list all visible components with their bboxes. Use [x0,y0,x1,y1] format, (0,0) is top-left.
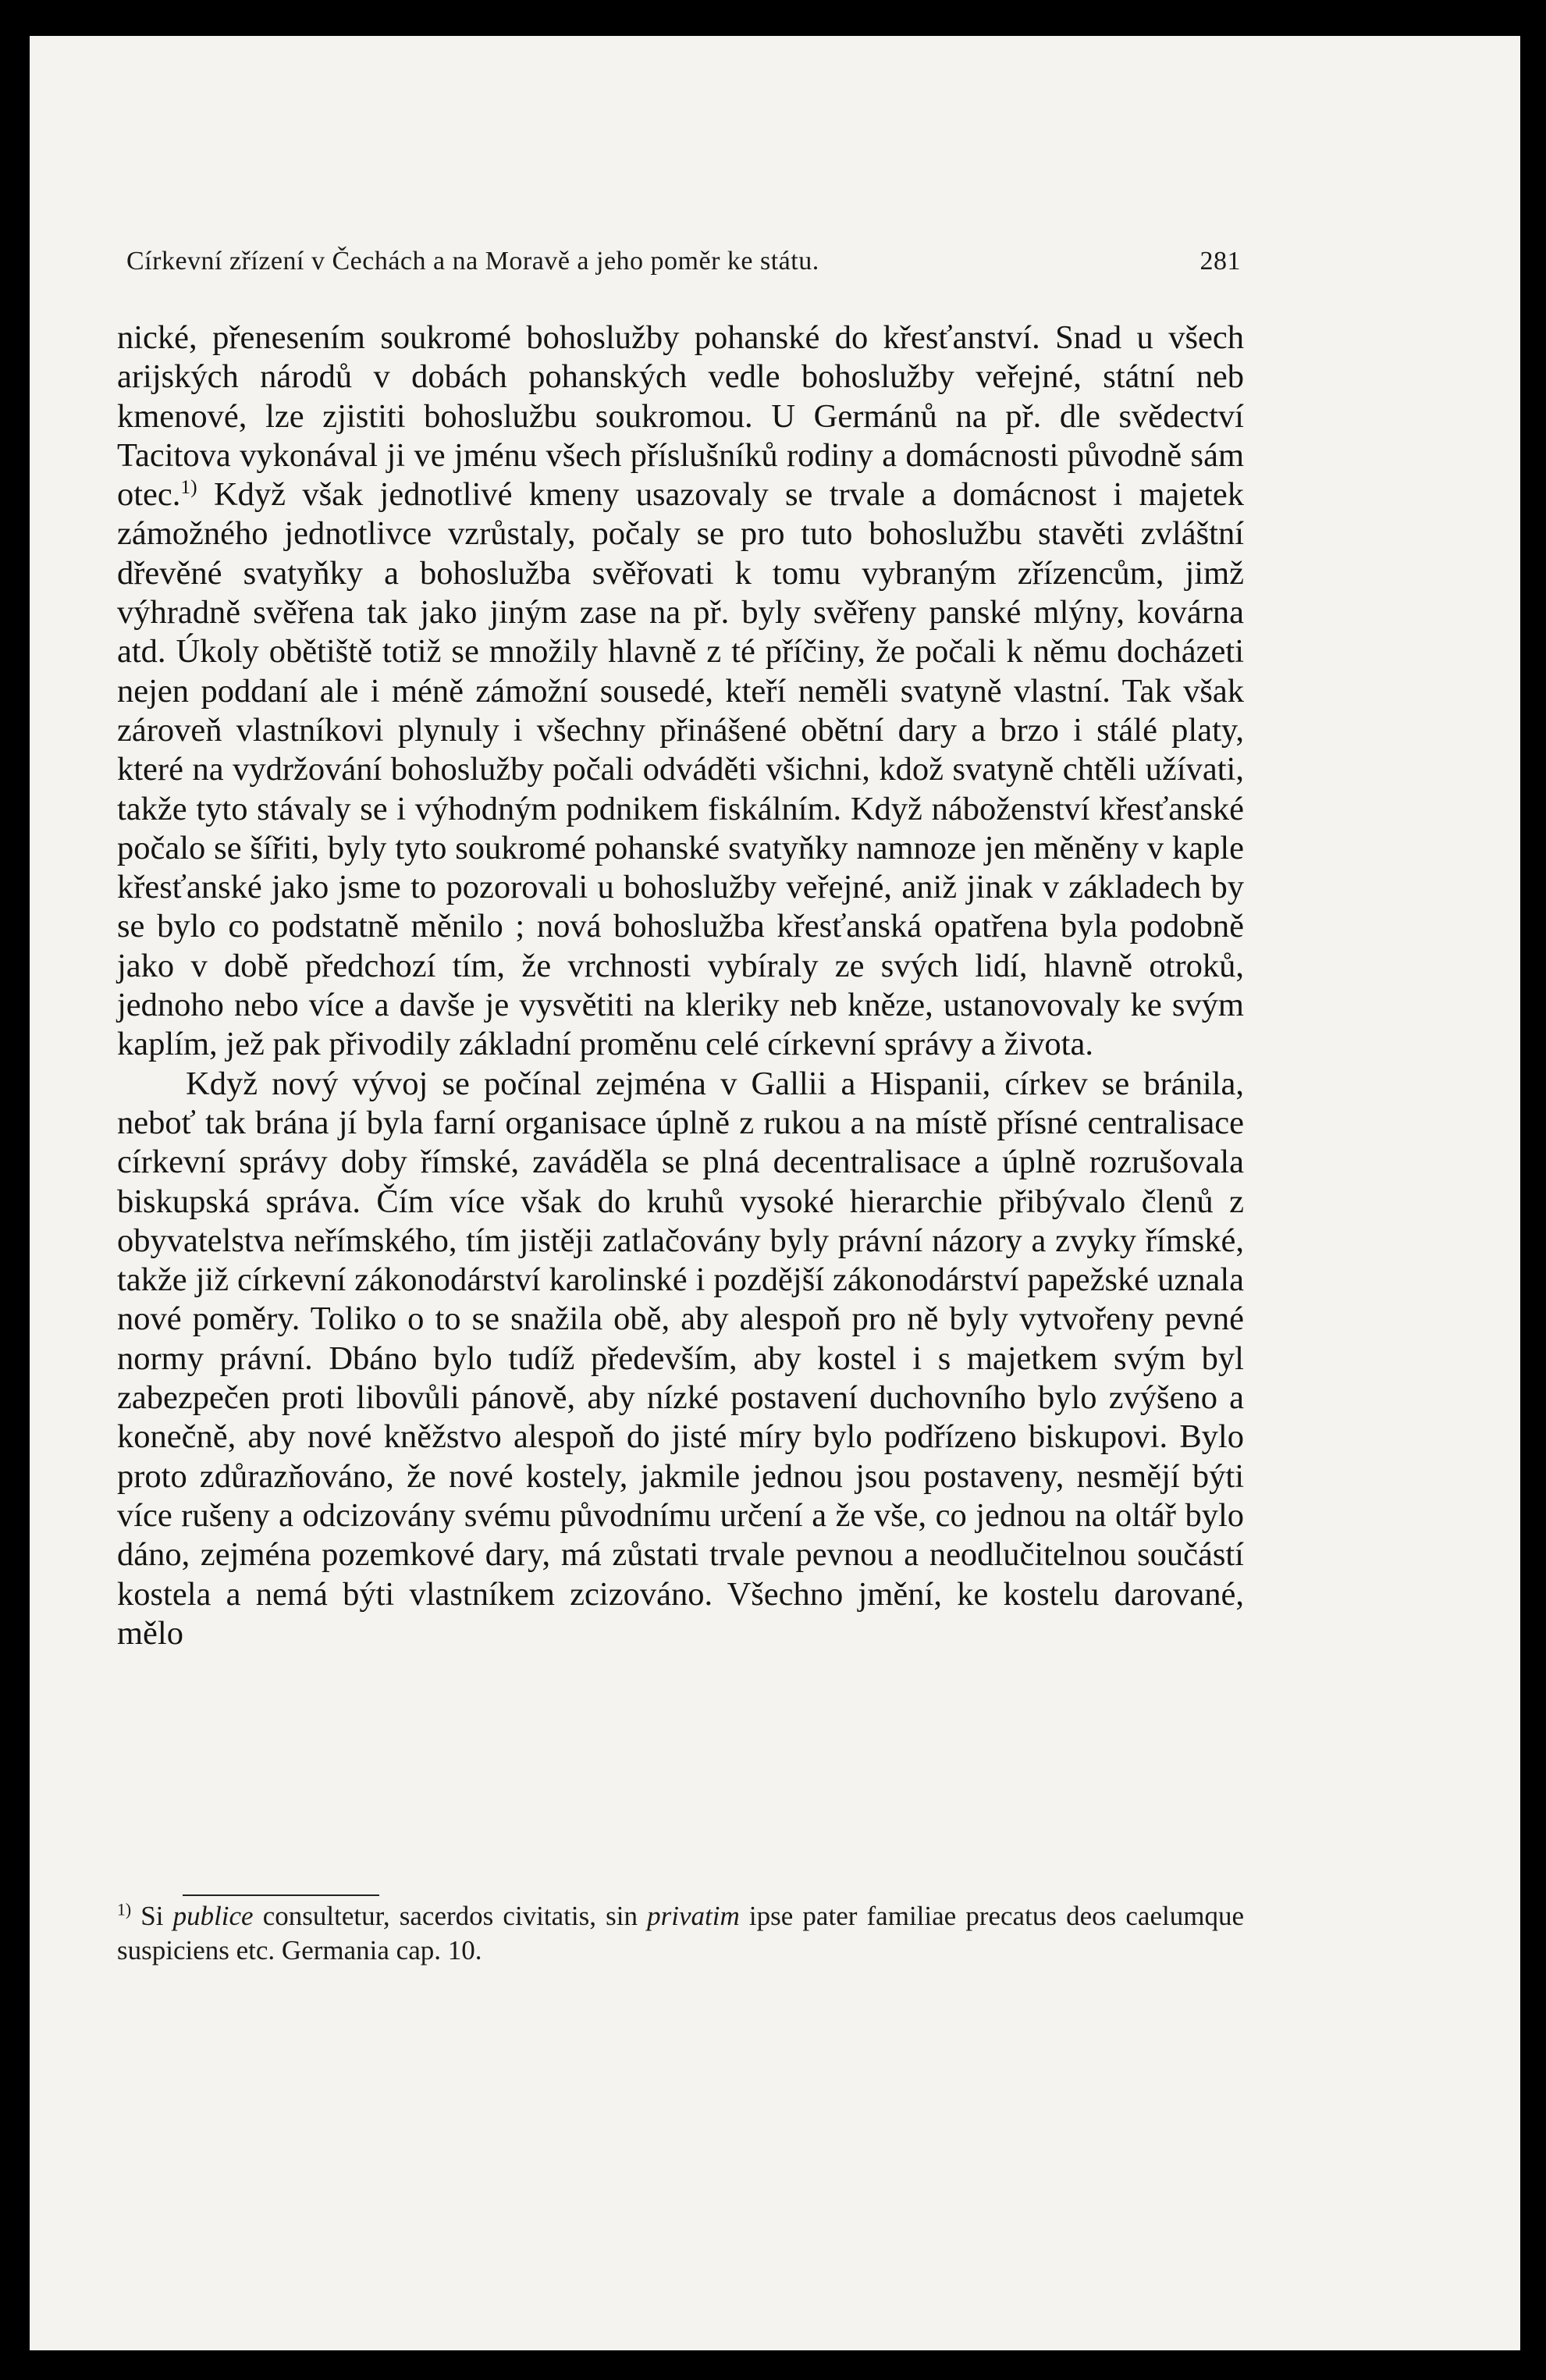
book-page [30,36,1520,2350]
page-number: 281 [1199,247,1241,276]
footnote-text-2: consultetur, sacerdos civitatis, sin [253,1901,648,1931]
paragraph-1 [117,318,1244,1065]
footnote-mark: 1) [117,1900,132,1919]
footnote-text-1: Si [131,1901,173,1931]
footnote-reference: 1) [180,475,197,499]
footnote-text-3: ipse pater familiae precatus deos caelumque suspiciens etc. Germania cap. 10. [117,1901,1244,1966]
paragraph-1-part-b: Když však jednotlivé kmeny usazovaly se trvale a domácnost i majetek zámožného jednotlivce vzrůstaly, počaly se pro tuto bohoslužbu stavěti zvláštní dřevěné svatyňky a bohoslužba svěřovati k tomu vybraným zřízencům, jimž výhradně svěřena tak jako jiným zase na př. byly svěřeny panské mlýny, kovárna atd. Úkoly obětiště totiž se množily hlavně z té příčiny, že počali k němu docházeti nejen poddaní ale i méně zámožní sousedé, kteří neměli svatyně vlastní. Tak však zároveň vlastníkovi plynuly i všechny přinášené obětní dary a brzo i stálé platy, které na vydržování bohoslužby počali odváděti všichni, kdož svatyně chtěli užívati, takže tyto stávaly se i výhodným podnikem fiskálním. Když náboženství křesťanské počalo se šířiti, byly tyto soukromé pohanské svatyňky namnoze jen měněny v kaple křesťanské jako jsme to pozorovali u bohoslužby veřejné, aniž jinak v základech by se bylo co podstatně měnilo ; nová bohoslužba křesťanská opatřena byla podobně jako v době předchozí tím, že vrchnosti vybíraly ze svých lidí, hlavně otroků, jednoho nebo více a davše je vysvětiti na kleriky neb kněze, ustanovovaly ke svým kaplím, jež pak přivodily základní proměnu celé církevní správy a života. [117,476,1244,1063]
header-title: Církevní zřízení v Čechách a na Moravě a jeho poměr ke státu. [126,247,819,276]
body-text [117,318,1244,1653]
footnote-italic-1: publice [172,1901,254,1931]
paragraph-1-part-a: nické, přenesením soukromé bohoslužby pohanské do křesťanství. Snad u všech arijských národů v dobách pohanských vedle bohoslužby veřejné, státní neb kmenové, lze zjistiti bohoslužbu soukromou. U Germánů na př. dle svědectví Tacitova vykonával ji ve jménu všech příslušníků rodiny a domácnosti původně sám otec. [117,319,1244,514]
footnote [117,1899,1244,1968]
footnote-italic-2: privatim [647,1901,740,1931]
paragraph-2: Když nový vývoj se počínal zejména v Gallii a Hispanii, církev se bránila, neboť tak brána jí byla farní organisace úplně z rukou a na místě přísné centralisace církevní správy doby římské, zaváděla se plná decentralisace a úplně rozrušovala biskupská správa. Čím více však do kruhů vysoké hierarchie přibývalo členů z obyvatelstva neřímského, tím jistěji zatlačovány byly právní názory a zvyky římské, takže již církevní zákonodárství karolinské i pozdější zákonodárství papežské uznala nové poměry. Toliko o to se snažila obě, aby alespoň pro ně byly vytvořeny pevné normy právní. Dbáno bylo tudíž především, aby kostel i s majetkem svým byl zabezpečen proti libovůli pánově, aby nízké postavení duchovního bylo zvýšeno a konečně, aby nové kněžstvo alespoň do jisté míry bylo podřízeno biskupovi. Bylo proto zdůrazňováno, že nové kostely, jakmile jednou jsou postaveny, nesmějí býti více rušeny a odcizovány svému původnímu určení a že vše, co jednou na oltář bylo dáno, zejména pozemkové dary, má zůstati trvale pevnou a neodlučitelnou součástí kostela a nemá býti vlastníkem zcizováno. Všechno jmění, ke kostelu darované, mělo [117,1065,1244,1652]
footnote-divider [183,1894,379,1896]
